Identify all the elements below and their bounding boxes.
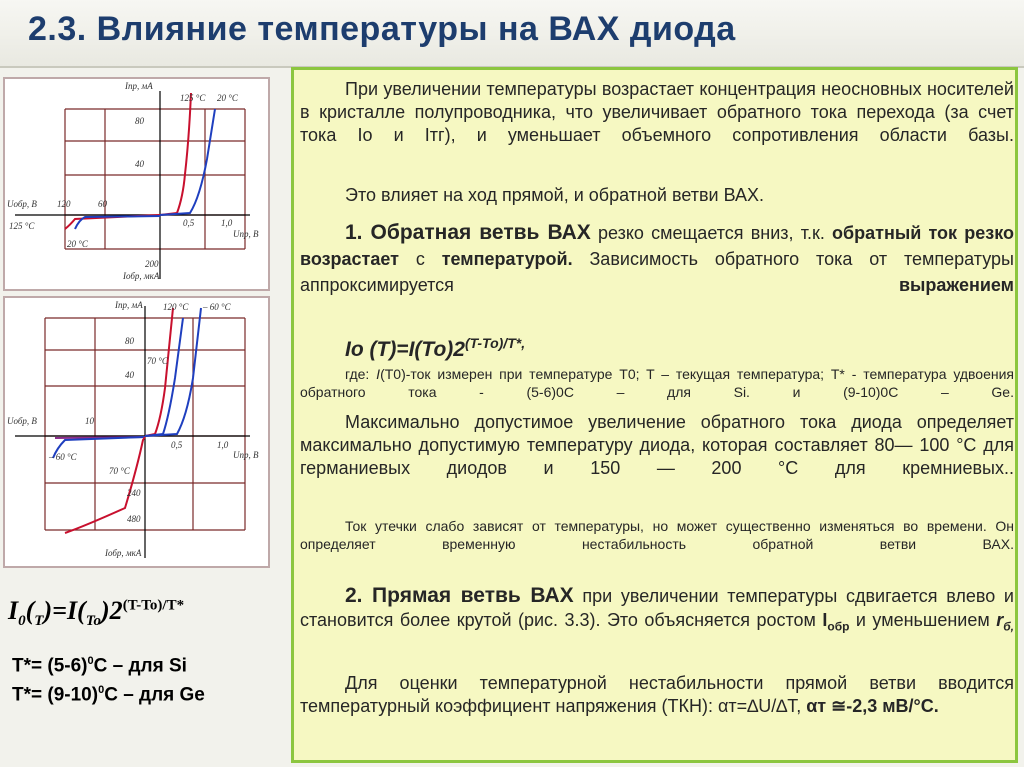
label-upr: Uпр, В [233,229,259,239]
label-upr: Uпр, В [233,450,259,460]
formula-main: Io $(T)=I(To)2^{(T-To)/T*,}$ [345,335,526,361]
tick-x10: 10 [85,416,94,426]
tick-y480: 480 [127,514,141,524]
label-temp-70: 70 °C [147,356,168,366]
label-temp-20: 20 °C [217,93,238,103]
formula-left: $I_0(_T)=I(_{To})2^{(T-To)/T*}$ [8,596,185,630]
tick-x10r: 1,0 [217,440,229,450]
paragraph-reverse-branch: 1. Обратная ветвь ВАХ резко смещается вниз, т.к. обратный ток резко возрастает с температурой. Зависимость обратного тока от температуры аппроксимируется выражением [300,221,1014,295]
tick-x60: 60 [98,199,107,209]
tick-y40: 40 [135,159,144,169]
label-20c: 20 °C [67,239,88,249]
label-70c: 70 °C [109,466,130,476]
label-temp-m60: – 60 °C [203,302,231,312]
vax-graph-2-svg [5,298,268,566]
tick-y200: 200 [145,259,159,269]
label-ipr: Iпр, мА [115,300,143,310]
paragraph-tkn: Для оценки температурной нестабильности прямой ветви вводится температурный коэффициент напряжения (ТКН): αт=∆U/∆T, αт ≅-2,3 мВ/°С. [300,673,1014,716]
tick-y240: 240 [127,488,141,498]
vax-graph-silicon [3,296,270,568]
title-bar [0,0,1024,68]
paragraph-where: где: I(T0)-ток измерен при температуре T0; T – текущая температура; T* - температура удвоения обратного тока - (5-6)0C – для Si. и (9-10)0C – Ge. [300,366,1015,400]
paragraph-1: При увеличении температуры возрастает концентрация неосновных носителей в кристалле полупроводника, что увеличивает обратного тока перехода (за счет тока Io и Iтг), и уменьшает объемного сопротивления области базы. [300,79,1014,145]
label-m60c: – 60 °C [49,452,77,462]
curve-120c-forward [145,308,173,436]
paragraph-max-temp: Максимально допустимое увеличение обратного тока диода определяет максимально допустимую температуру диода, которая составляет 80— 100 °C для германиевых диодов и 150 — 200 °C для кремниевых.. [300,412,1014,478]
tick-x05: 0,5 [183,218,195,228]
tick-y80: 80 [135,116,144,126]
curve-20c-forward [160,109,215,215]
vax-graph-germanium [3,77,270,291]
tick-x05: 0,5 [171,440,183,450]
label-125c: 125 °C [9,221,35,231]
paragraph-2: Это влияет на ход прямой, и обратной ветви ВАХ. [345,185,765,205]
curve-70c-forward [145,318,183,436]
t-star-si: $T*= (5-6)^0C$ – для Si [12,655,187,677]
slide-title: 2.3. Влияние температуры на ВАХ диода [28,10,736,48]
tick-y80: 80 [125,336,134,346]
paragraph-leakage: Ток утечки слабо зависят от температуры, но может существенно изменяться во времени. Он определяет временную нестабильность обратной ветви ВАХ. [300,518,1014,552]
label-uobr: Uобр, В [7,416,37,426]
paragraph-forward-branch: 2. Прямая ветвь ВАХ при увеличении температуры сдвигается влево и становится более крутой (рис. 3.3). Это объясняется ростом $I_{обр}$ и уменьшением $r_{б,}$ [300,584,1014,634]
tick-x10: 1,0 [221,218,233,228]
label-temp-120: 120 °C [163,302,189,312]
tick-y40: 40 [125,370,134,380]
vax-graph-1-svg [5,79,268,289]
t-star-ge: $T*= (9-10)^0C$ – для Ge [12,684,205,706]
label-uobr: Uобр, В [7,199,37,209]
curve-125c-forward [160,93,191,215]
label-ipr: Iпр, мА [125,81,153,91]
label-temp-125: 125 °C [180,93,206,103]
label-iobr: Iобр, мкА [105,548,142,558]
tick-x120: 120 [57,199,71,209]
label-iobr: Iобр, мкА [123,271,160,281]
